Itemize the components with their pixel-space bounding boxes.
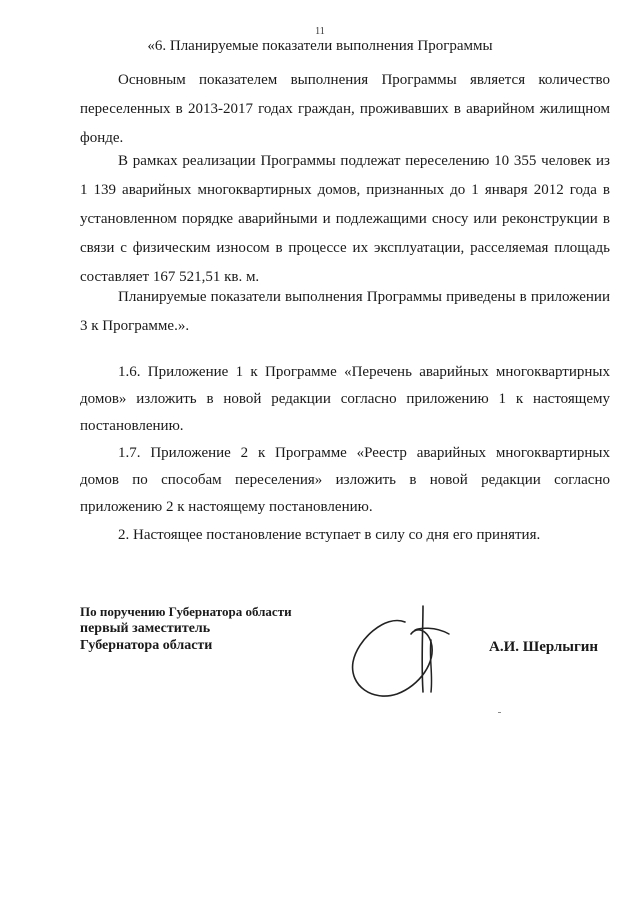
paragraph-resettlement-scope: В рамках реализации Программы подлежат переселению 10 355 человек из 1 139 аварийных многоквартирных домов, признанных до 1 января 2012 года в установленном порядке аварийными и подлежащими сносу или реконструкции в связи с физическим износом в процессе их эксплуатации, расселяемая площадь составляет 167 521,51 кв. м. <box>80 153 610 285</box>
signatory-authority-line: По поручению Губернатора области <box>80 604 292 619</box>
paragraph-item-2: 2. Настоящее постановление вступает в силу со дня его принятия. <box>118 527 541 543</box>
paragraph-item-1-6: 1.6. Приложение 1 к Программе «Перечень аварийных многоквартирных домов» изложить в новой редакции согласно приложению 1 к настоящему постановлению. <box>80 364 610 434</box>
paragraph-item-1-7: 1.7. Приложение 2 к Программе «Реестр аварийных многоквартирных домов по способам переселения» изложить в новой редакции согласно приложению 2 к настоящему постановлению. <box>80 445 610 515</box>
scan-speck <box>498 712 501 713</box>
paragraph-appendix-reference: Планируемые показатели выполнения Программы приведены в приложении 3 к Программе.». <box>80 289 610 334</box>
paragraph-main-indicator: Основным показателем выполнения Программы является количество переселенных в 2013-2017 годах граждан, проживавших в аварийном жилищном фонде. <box>80 72 610 146</box>
page-number: 11 <box>315 26 325 37</box>
signatory-position-block <box>80 603 292 654</box>
signatory-office-line: Губернатора области <box>80 638 213 653</box>
section-heading: «6. Планируемые показатели выполнения Программы <box>147 38 493 54</box>
handwritten-signature <box>345 600 455 710</box>
signer-name: А.И. Шерлыгин <box>489 639 599 655</box>
signatory-title-line: первый заместитель <box>80 621 211 636</box>
